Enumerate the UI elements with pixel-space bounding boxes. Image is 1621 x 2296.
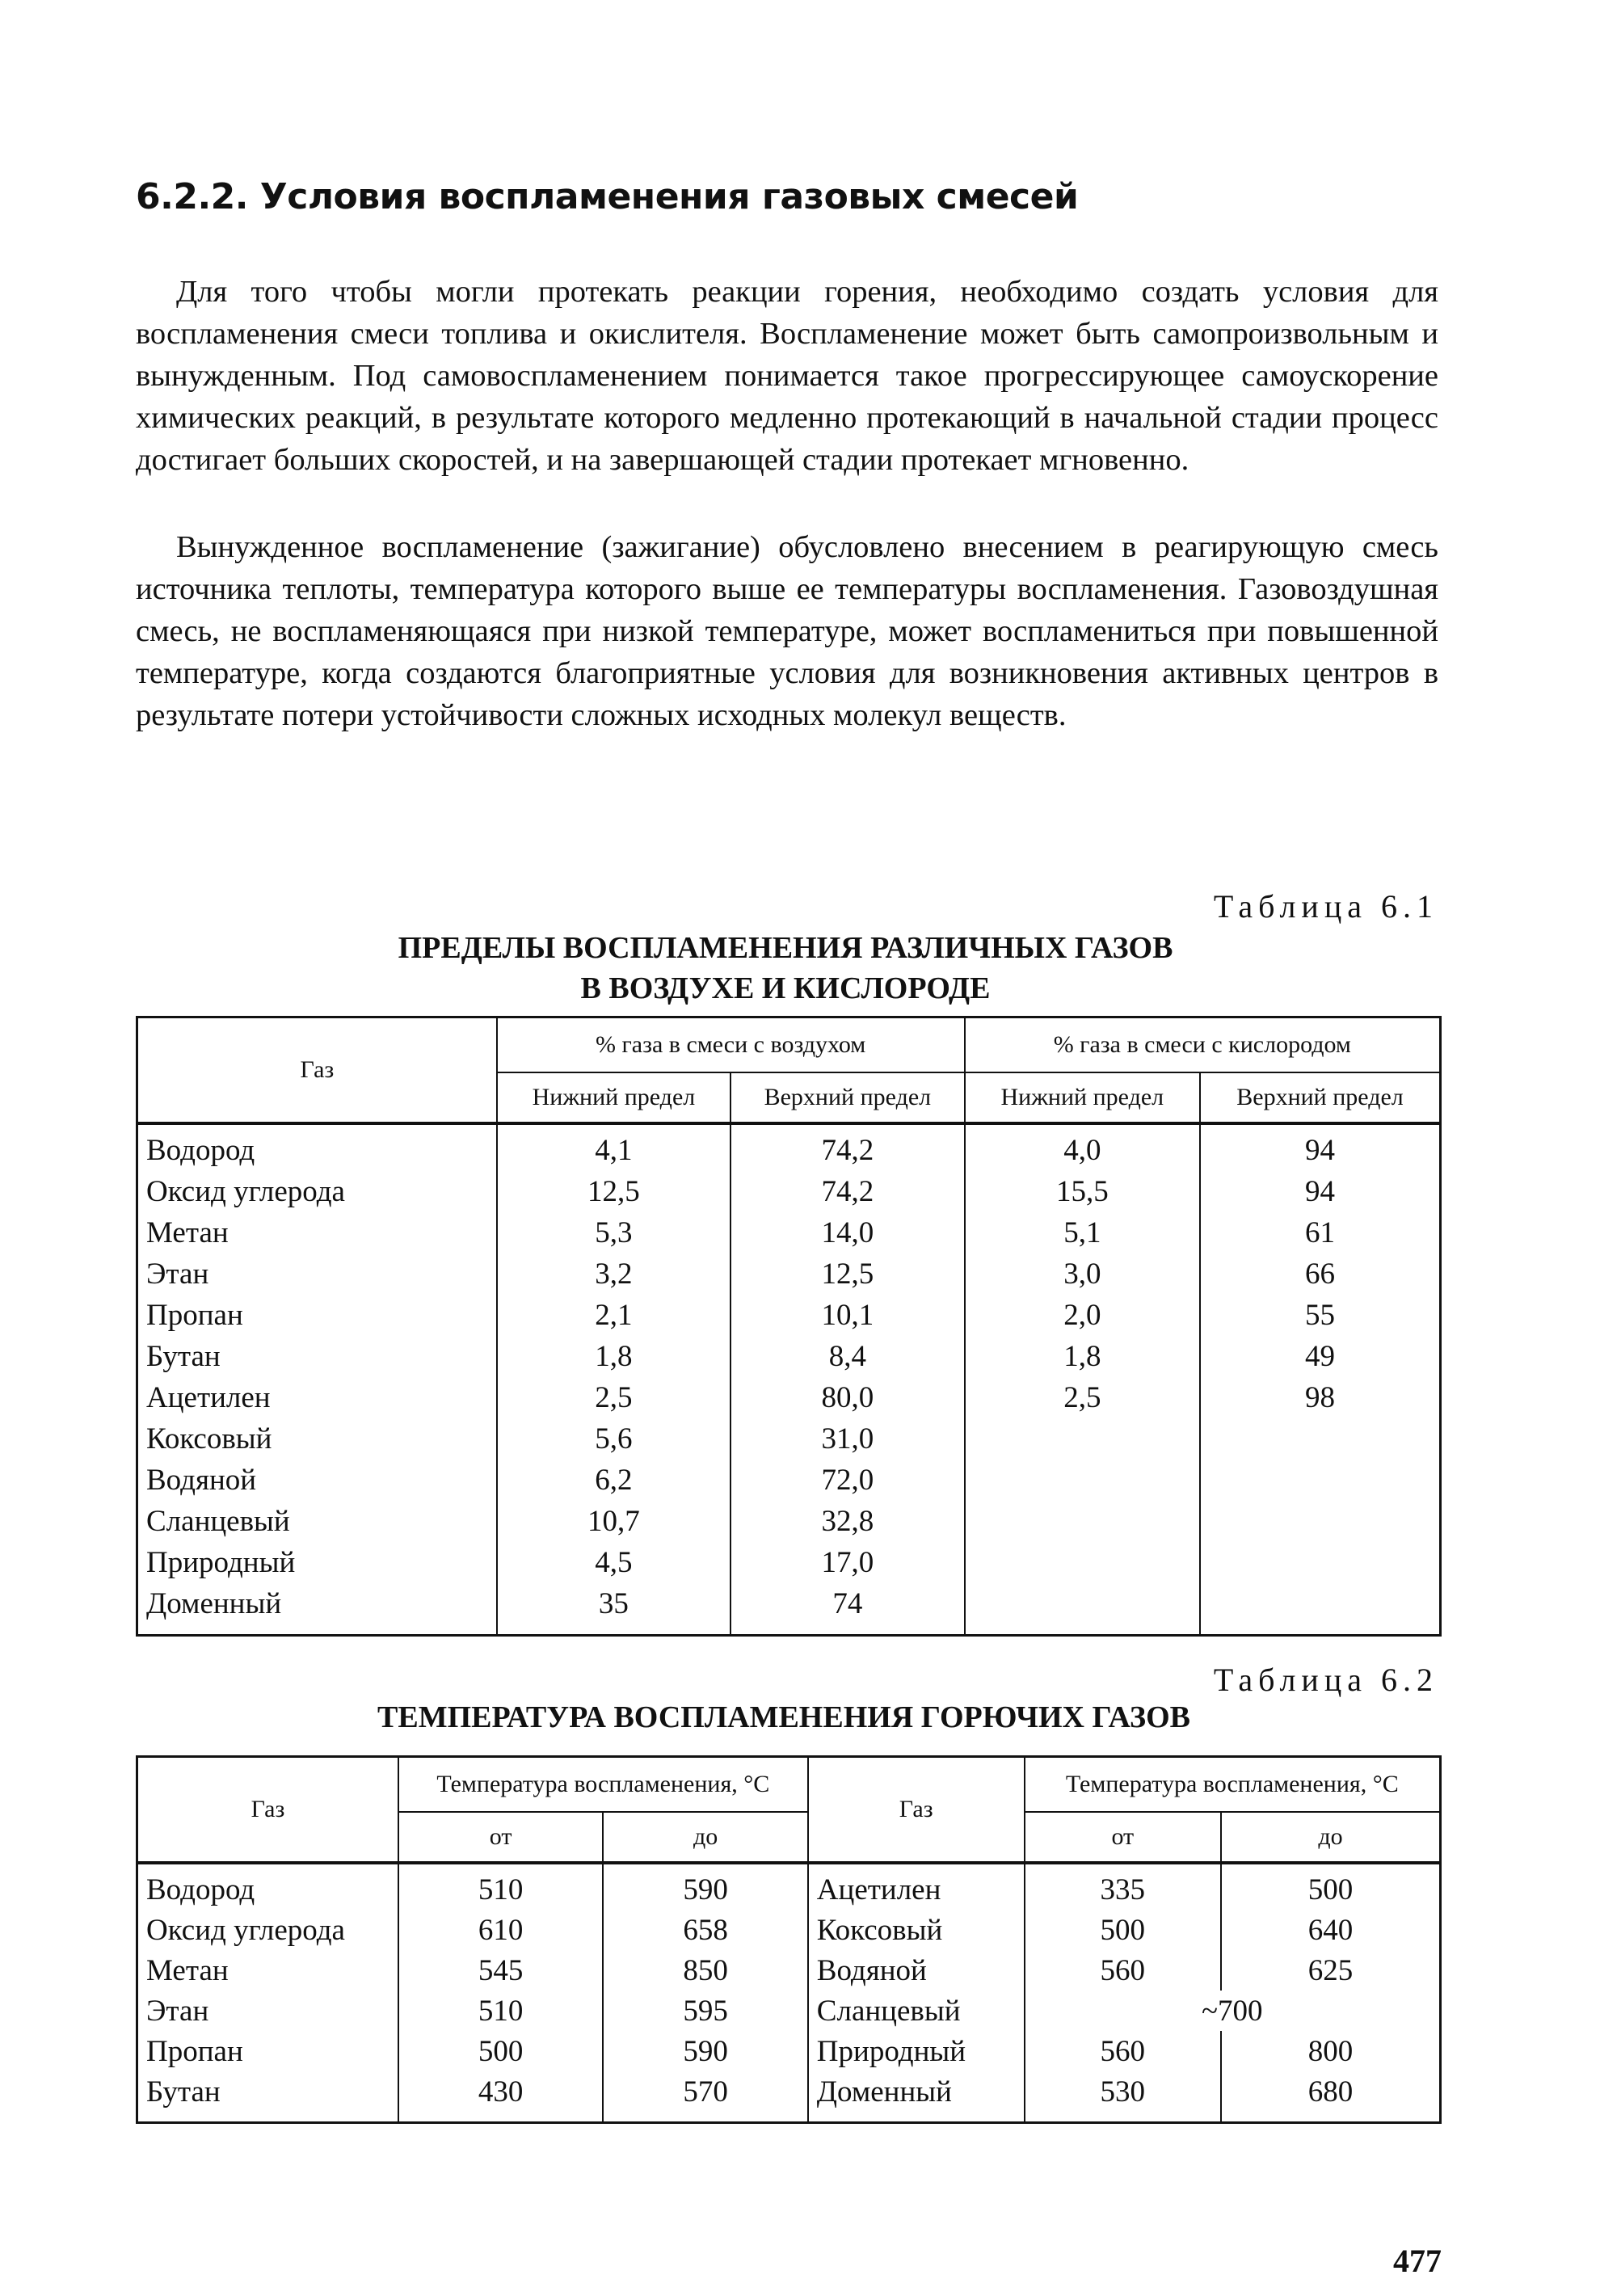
temp-from-cell: 335: [1025, 1863, 1221, 1910]
gas-cell: Ацетилен: [137, 1377, 497, 1418]
temp-to-cell: 590: [603, 2031, 807, 2071]
gas-cell: Коксовый: [137, 1418, 497, 1460]
temp-from-cell: 530: [1025, 2071, 1221, 2123]
gas-cell: Ацетилен: [808, 1863, 1025, 1910]
table-row: [137, 1501, 1441, 1542]
oxygen-lower-cell: 2,5: [965, 1377, 1200, 1418]
oxygen-lower-cell: 15,5: [965, 1171, 1200, 1212]
header-oxygen-upper: Верхний предел: [1200, 1072, 1440, 1123]
gas-cell: Сланцевый: [808, 1991, 1025, 2031]
oxygen-upper-cell: [1200, 1583, 1440, 1636]
air-upper-cell: 74: [731, 1583, 964, 1636]
table-row: [137, 1991, 1441, 2031]
air-lower-cell: 5,3: [497, 1212, 731, 1253]
gas-cell: Пропан: [137, 2031, 398, 2071]
table-1-title-line-1: ПРЕДЕЛЫ ВОСПЛАМЕНЕНИЯ РАЗЛИЧНЫХ ГАЗОВ: [398, 931, 1173, 965]
gas-cell: Пропан: [137, 1295, 497, 1336]
oxygen-upper-cell: [1200, 1418, 1440, 1460]
gas-cell: Водород: [137, 1863, 398, 1910]
temp-from-cell: 560: [1025, 1950, 1221, 1991]
temp-from-cell: 510: [398, 1863, 603, 1910]
air-upper-cell: 14,0: [731, 1212, 964, 1253]
table-row: [137, 1253, 1441, 1295]
temp-to-cell: 658: [603, 1910, 807, 1950]
oxygen-lower-cell: 4,0: [965, 1123, 1200, 1171]
table-row: [137, 1377, 1441, 1418]
flammability-limits-table: [136, 1016, 1442, 1637]
gas-cell: Доменный: [137, 1583, 497, 1636]
temp-from-cell: 430: [398, 2071, 603, 2123]
header-from-right: от: [1025, 1812, 1221, 1863]
air-upper-cell: 74,2: [731, 1171, 964, 1212]
paragraph-2: Вынужденное воспламенение (зажигание) обусловлено внесением в реагирующую смесь источника теплоты, температура которого выше ее температуры воспламенения. Газовоздушная смесь, не воспламеняющаяся при низкой температуре, может воспламениться при повышенной температуре, когда создаются благоприятные условия для возникновения активных центров в результате потери устойчивости сложных исходных молекул веществ.: [136, 530, 1438, 732]
air-lower-cell: 4,1: [497, 1123, 731, 1171]
air-lower-cell: 10,7: [497, 1501, 731, 1542]
air-upper-cell: 12,5: [731, 1253, 964, 1295]
table-row: [137, 1212, 1441, 1253]
air-lower-cell: 12,5: [497, 1171, 731, 1212]
header-temp-left: Температура воспламенения, °C: [398, 1757, 808, 1813]
header-to-left: до: [603, 1812, 807, 1863]
gas-cell: Метан: [137, 1950, 398, 1991]
header-air-group: % газа в смеси с воздухом: [497, 1017, 965, 1073]
header-from-left: от: [398, 1812, 603, 1863]
gas-cell: Доменный: [808, 2071, 1025, 2123]
gas-cell: Водяной: [137, 1460, 497, 1501]
oxygen-lower-cell: [965, 1542, 1200, 1583]
oxygen-lower-cell: [965, 1460, 1200, 1501]
gas-cell: Водород: [137, 1123, 497, 1171]
header-oxygen-group: % газа в смеси с кислородом: [965, 1017, 1441, 1073]
air-lower-cell: 2,1: [497, 1295, 731, 1336]
temp-to-cell: 595: [603, 1991, 807, 2031]
header-oxygen-lower: Нижний предел: [965, 1072, 1200, 1123]
oxygen-lower-cell: 2,0: [965, 1295, 1200, 1336]
air-upper-cell: 74,2: [731, 1123, 964, 1171]
air-lower-cell: 2,5: [497, 1377, 731, 1418]
header-temp-right: Температура воспламенения, °C: [1025, 1757, 1441, 1813]
gas-cell: Оксид углерода: [137, 1171, 497, 1212]
ignition-temperature-table: [136, 1755, 1442, 2124]
gas-cell: Этан: [137, 1253, 497, 1295]
gas-cell: Природный: [808, 2031, 1025, 2071]
table-1-title: [0, 928, 1571, 1009]
oxygen-lower-cell: [965, 1501, 1200, 1542]
oxygen-lower-cell: 3,0: [965, 1253, 1200, 1295]
gas-cell: Коксовый: [808, 1910, 1025, 1950]
header-gas: Газ: [137, 1017, 497, 1124]
temp-from-cell: 500: [398, 2031, 603, 2071]
table-row: [137, 1460, 1441, 1501]
temp-to-cell: 570: [603, 2071, 807, 2123]
header-air-upper: Верхний предел: [731, 1072, 964, 1123]
oxygen-upper-cell: 66: [1200, 1253, 1440, 1295]
header-gas-left: Газ: [137, 1757, 398, 1864]
temp-to-cell: 590: [603, 1863, 807, 1910]
oxygen-lower-cell: [965, 1583, 1200, 1636]
table-row: [137, 1863, 1441, 1910]
table-row: [137, 1418, 1441, 1460]
table-row: [137, 1171, 1441, 1212]
page-number: 477: [1393, 2243, 1442, 2279]
oxygen-upper-cell: 55: [1200, 1295, 1440, 1336]
air-upper-cell: 17,0: [731, 1542, 964, 1583]
temp-from-cell: 545: [398, 1950, 603, 1991]
air-upper-cell: 32,8: [731, 1501, 964, 1542]
air-upper-cell: 8,4: [731, 1336, 964, 1377]
temp-from-cell: 500: [1025, 1910, 1221, 1950]
oxygen-lower-cell: [965, 1418, 1200, 1460]
temp-to-cell: 625: [1221, 1950, 1440, 1991]
table-row: [137, 1336, 1441, 1377]
temp-to-cell: 500: [1221, 1863, 1440, 1910]
air-lower-cell: 5,6: [497, 1418, 731, 1460]
gas-cell: Природный: [137, 1542, 497, 1583]
header-air-lower: Нижний предел: [497, 1072, 731, 1123]
table-1-title-line-2: В ВОЗДУХЕ И КИСЛОРОДЕ: [580, 971, 991, 1005]
oxygen-upper-cell: 61: [1200, 1212, 1440, 1253]
temp-merged-cell: ~700: [1025, 1991, 1441, 2031]
gas-cell: Бутан: [137, 2071, 398, 2123]
oxygen-upper-cell: 49: [1200, 1336, 1440, 1377]
temp-to-cell: 680: [1221, 2071, 1440, 2123]
table-row: [137, 2071, 1441, 2123]
section-title: 6.2.2. Условия воспламенения газовых смесей: [136, 176, 1079, 217]
gas-cell: Водяной: [808, 1950, 1025, 1991]
temp-from-cell: 610: [398, 1910, 603, 1950]
table-2-title: ТЕМПЕРАТУРА ВОСПЛАМЕНЕНИЯ ГОРЮЧИХ ГАЗОВ: [377, 1700, 1190, 1734]
air-lower-cell: 6,2: [497, 1460, 731, 1501]
oxygen-upper-cell: [1200, 1501, 1440, 1542]
temp-to-cell: 850: [603, 1950, 807, 1991]
temp-to-cell: 640: [1221, 1910, 1440, 1950]
oxygen-lower-cell: 5,1: [965, 1212, 1200, 1253]
temp-to-cell: 800: [1221, 2031, 1440, 2071]
table-row: [137, 1910, 1441, 1950]
oxygen-upper-cell: [1200, 1460, 1440, 1501]
air-lower-cell: 35: [497, 1583, 731, 1636]
air-upper-cell: 10,1: [731, 1295, 964, 1336]
table-row: [137, 1583, 1441, 1636]
table-row: [137, 1295, 1441, 1336]
table-row: [137, 1542, 1441, 1583]
air-upper-cell: 72,0: [731, 1460, 964, 1501]
table-row: [137, 1123, 1441, 1171]
paragraph-1: Для того чтобы могли протекать реакции горения, необходимо создать условия для воспламенения смеси топлива и окислителя. Воспламенение может быть самопроизвольным и вынужденным. Под самовоспламенением понимается такое прогрессирующее самоускорение химических реакций, в результате которого медленно протекающий в начальной стадии процесс достигает больших скоростей, и на завершающей стадии протекает мгновенно.: [136, 275, 1438, 477]
gas-cell: Метан: [137, 1212, 497, 1253]
air-upper-cell: 80,0: [731, 1377, 964, 1418]
air-lower-cell: 3,2: [497, 1253, 731, 1295]
table-2-label: Таблица 6.2: [1213, 1662, 1438, 1698]
oxygen-upper-cell: 94: [1200, 1123, 1440, 1171]
air-upper-cell: 31,0: [731, 1418, 964, 1460]
temp-from-cell: 510: [398, 1991, 603, 2031]
table-1-label: Таблица 6.1: [1213, 888, 1438, 925]
temp-from-cell: 560: [1025, 2031, 1221, 2071]
oxygen-lower-cell: 1,8: [965, 1336, 1200, 1377]
oxygen-upper-cell: [1200, 1542, 1440, 1583]
table-row: [137, 2031, 1441, 2071]
gas-cell: Оксид углерода: [137, 1910, 398, 1950]
air-lower-cell: 4,5: [497, 1542, 731, 1583]
air-lower-cell: 1,8: [497, 1336, 731, 1377]
gas-cell: Этан: [137, 1991, 398, 2031]
oxygen-upper-cell: 98: [1200, 1377, 1440, 1418]
oxygen-upper-cell: 94: [1200, 1171, 1440, 1212]
header-gas-right: Газ: [808, 1757, 1025, 1864]
header-to-right: до: [1221, 1812, 1440, 1863]
gas-cell: Сланцевый: [137, 1501, 497, 1542]
gas-cell: Бутан: [137, 1336, 497, 1377]
table-row: [137, 1950, 1441, 1991]
